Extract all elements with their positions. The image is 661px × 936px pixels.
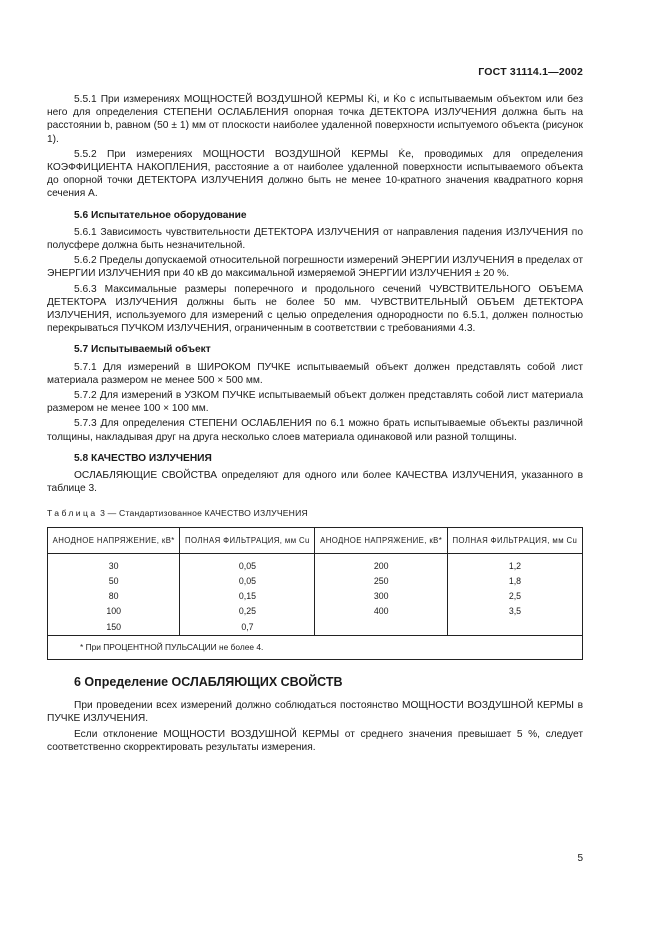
table-cell: 0,05 bbox=[180, 574, 315, 589]
table-cell: 30 bbox=[48, 553, 180, 574]
table-caption-text: 3 — Стандартизованное КАЧЕСТВО ИЗЛУЧЕНИЯ bbox=[100, 508, 308, 519]
table-cell: 80 bbox=[48, 589, 180, 604]
section-heading-5-6: 5.6 Испытательное оборудование bbox=[74, 209, 247, 221]
table-cell: 0,7 bbox=[180, 620, 315, 636]
table-cell: 0,15 bbox=[180, 589, 315, 604]
table-cell: 300 bbox=[315, 589, 447, 604]
header-anode-voltage-1: АНОДНОЕ НАПРЯЖЕНИЕ, кВ* bbox=[48, 527, 180, 553]
table-note-row bbox=[48, 635, 583, 659]
paragraph-5-6-1: 5.6.1 Зависимость чувствительности ДЕТЕКТОРА ИЗЛУЧЕНИЯ от направления падения ИЗЛУЧЕНИЯ по полусфере должна быть незначительной. bbox=[47, 226, 583, 252]
paragraph-5-5-2: 5.5.2 При измерениях МОЩНОСТИ ВОЗДУШНОЙ КЕРМЫ K̇e, проводимых для определения КОЭФФИЦИЕНТА НАКОПЛЕНИЯ, расстояние a от наиболее удаленной поверхности испытываемого объекта до опорной точки ДЕТЕКТОРА ИЗЛУЧЕНИЯ должно быть не менее 10-кратного значения квадратного корня сечения A. bbox=[47, 148, 583, 200]
paragraph-5-5-1: 5.5.1 При измерениях МОЩНОСТЕЙ ВОЗДУШНОЙ КЕРМЫ K̇i, и K̇o с испытываемым объектом или без него для определения СТЕПЕНИ ОСЛАБЛЕНИЯ опорная точка ДЕТЕКТОРА ИЗЛУЧЕНИЯ должна быть на расстоянии b, равном (50 ± 1) мм от плоскости наиболее удаленной поверхности испытуемого объекта (рисунок 1). bbox=[47, 94, 583, 145]
table-row bbox=[48, 553, 583, 574]
table-cell: 1,8 bbox=[447, 574, 582, 589]
table-cell: 100 bbox=[48, 604, 180, 619]
table-cell: 1,2 bbox=[447, 553, 582, 574]
table-cell: 200 bbox=[315, 553, 447, 574]
table-row bbox=[48, 574, 583, 589]
paragraph-5-7-2: 5.7.2 Для измерений в УЗКОМ ПУЧКЕ испытываемый объект должен представлять собой лист материала размером не менее 100 × 100 мм. bbox=[47, 390, 583, 415]
paragraph-5-6-3: 5.6.3 Максимальные размеры поперечного и продольного сечений ЧУВСТВИТЕЛЬНОГО ОБЪЕМА ДЕТЕКТОРА ИЗЛУЧЕНИЯ должны быть не более 50 мм. ЧУВСТВИТЕЛЬНЫЙ ОБЪЕМ ДЕТЕКТОРА ИЗЛУЧЕНИЯ, используемого для измерений с целью определения однородности по 6.5.1, должен полностью перекрываться ПУЧКОМ ИЗЛУЧЕНИЯ, ограниченным в соответствии с требованиями 4.3. bbox=[47, 283, 583, 335]
table-caption-word: Таблица bbox=[47, 508, 98, 519]
header-anode-voltage-2: АНОДНОЕ НАПРЯЖЕНИЕ, кВ* bbox=[315, 527, 447, 553]
paragraph-5-8: ОСЛАБЛЯЮЩИЕ СВОЙСТВА определяют для одного или более КАЧЕСТВА ИЗЛУЧЕНИЯ, указанного в таблице 3. bbox=[47, 470, 583, 495]
table-cell: 3,5 bbox=[447, 604, 582, 619]
paragraph-6-a: При проведении всех измерений должно соблюдаться постоянство МОЩНОСТИ ВОЗДУШНОЙ КЕРМЫ в ПУЧКЕ ИЗЛУЧЕНИЯ. bbox=[47, 700, 583, 725]
section-heading-5-7: 5.7 Испытываемый объект bbox=[74, 344, 211, 356]
table-cell bbox=[447, 620, 582, 636]
paragraph-5-7-1: 5.7.1 Для измерений в ШИРОКОМ ПУЧКЕ испытываемый объект должен представлять собой лист материала размером не менее 500 × 500 мм. bbox=[47, 361, 583, 386]
table-row bbox=[48, 620, 583, 636]
table-header-row bbox=[48, 527, 583, 553]
table-caption bbox=[47, 507, 583, 520]
table-cell: 2,5 bbox=[447, 589, 582, 604]
header-total-filtration-1: ПОЛНАЯ ФИЛЬТРАЦИЯ, мм Cu bbox=[180, 527, 315, 553]
document-code: ГОСТ 31114.1—2002 bbox=[478, 66, 583, 78]
section-heading-5-8: 5.8 КАЧЕСТВО ИЗЛУЧЕНИЯ bbox=[74, 452, 212, 464]
paragraph-5-7-3: 5.7.3 Для определения СТЕПЕНИ ОСЛАБЛЕНИЯ по 6.1 можно брать испытываемые объекты различной толщины, накладывая друг на друга несколько слоев материала одинаковой или разной толщины. bbox=[47, 418, 583, 443]
table-cell: 0,25 bbox=[180, 604, 315, 619]
table-row bbox=[48, 589, 583, 604]
table-footnote: * При ПРОЦЕНТНОЙ ПУЛЬСАЦИИ не более 4. bbox=[48, 635, 583, 659]
page-content bbox=[47, 93, 583, 756]
table-cell: 250 bbox=[315, 574, 447, 589]
radiation-quality-table bbox=[47, 527, 583, 660]
page-number: 5 bbox=[577, 853, 583, 864]
table-cell: 150 bbox=[48, 620, 180, 636]
paragraph-5-6-2: 5.6.2 Пределы допускаемой относительной погрешности измерений ЭНЕРГИИ ИЗЛУЧЕНИЯ в пределах от ЭНЕРГИИ ИЗЛУЧЕНИЯ при 40 кВ до максимальной измеряемой ЭНЕРГИИ ИЗЛУЧЕНИЯ ± 20 %. bbox=[47, 255, 584, 280]
table-row bbox=[48, 604, 583, 619]
section-heading-6: 6 Определение ОСЛАБЛЯЮЩИХ СВОЙСТВ bbox=[74, 674, 343, 689]
paragraph-6-b: Если отклонение МОЩНОСТИ ВОЗДУШНОЙ КЕРМЫ от среднего значения превышает 5 %, следует соответственно скорректировать результаты измерения. bbox=[47, 728, 583, 753]
table-cell: 400 bbox=[315, 604, 447, 619]
header-total-filtration-2: ПОЛНАЯ ФИЛЬТРАЦИЯ, мм Cu bbox=[447, 527, 582, 553]
table-cell: 0,05 bbox=[180, 553, 315, 574]
table-cell bbox=[315, 620, 447, 636]
table-cell: 50 bbox=[48, 574, 180, 589]
